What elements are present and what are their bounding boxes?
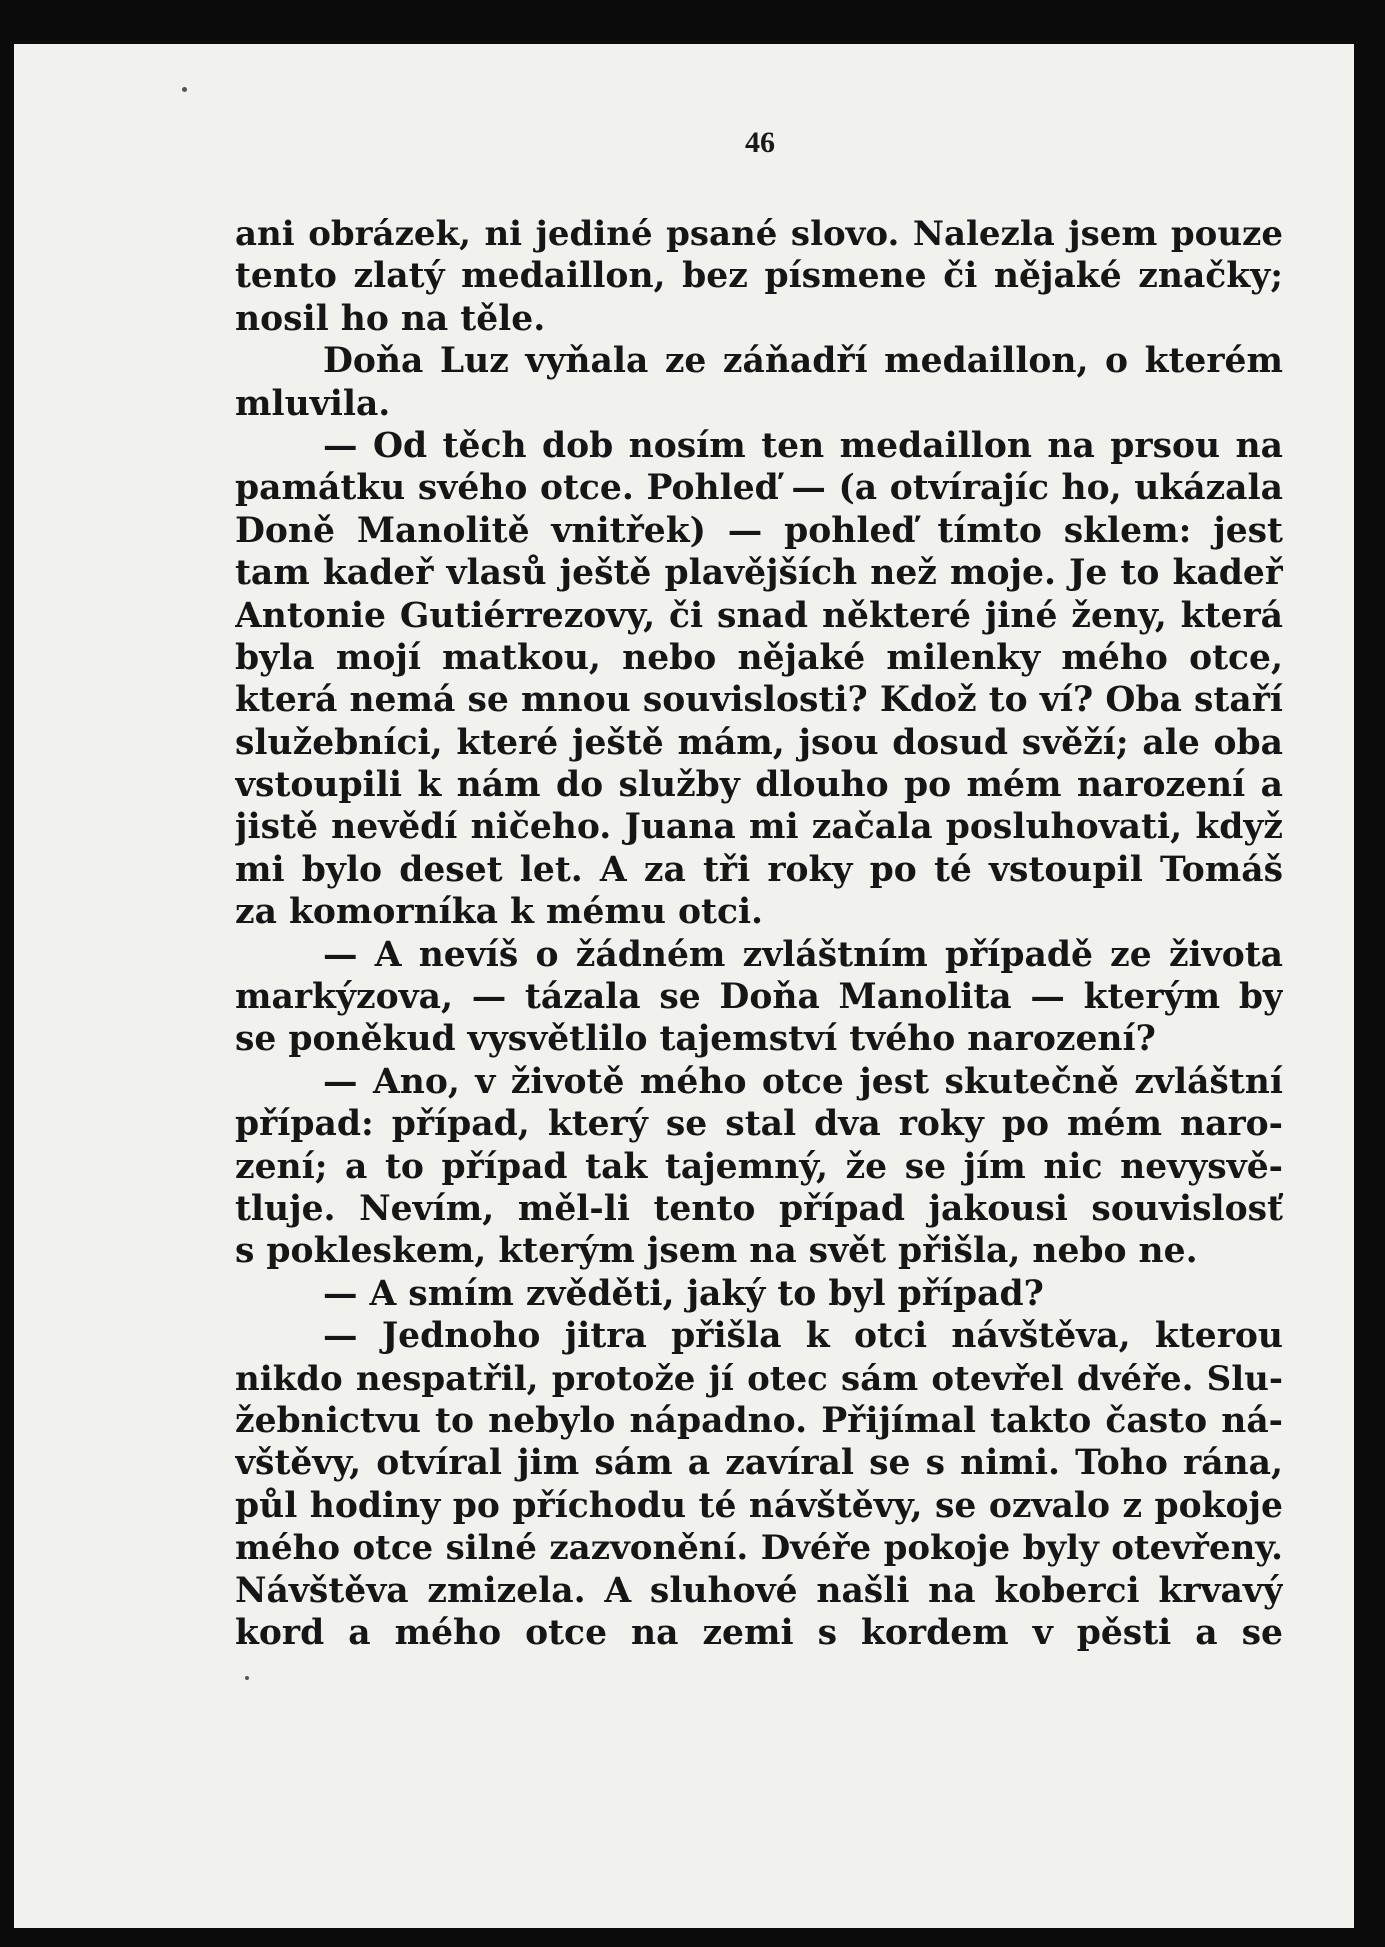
text-line: případ: případ, který se stal dva roky po mém naro- xyxy=(235,1104,1283,1145)
text-line: jistě nevědí ničeho. Juana mi začala posluhovati, když xyxy=(235,807,1283,848)
page-speck xyxy=(245,1676,249,1680)
text-line: tluje. Nevím, měl-li tento případ jakousi souvislosť xyxy=(235,1188,1283,1229)
text-line: Doňa Luz vyňala ze záňadří medaillon, o kterém xyxy=(323,341,1283,382)
text-line: nosil ho na těle. xyxy=(235,298,546,339)
text-line: tam kadeř vlasů ještě plavějších než moje. Je to kadeř xyxy=(235,553,1283,594)
text-line: s pokleskem, kterým jsem na svět přišla, nebo ne. xyxy=(235,1231,1198,1272)
text-line: — A nevíš o žádném zvláštním případě ze života xyxy=(323,934,1283,975)
text-line: mého otce silné zazvonění. Dvéře pokoje byly otevřeny. xyxy=(235,1528,1283,1569)
text-line: Návštěva zmizela. A sluhové našli na koberci krvavý xyxy=(235,1570,1283,1611)
text-line: tento zlatý medaillon, bez písmene či nějaké značky; xyxy=(235,256,1283,297)
text-line: se poněkud vysvětlilo tajemství tvého narození? xyxy=(235,1019,1156,1060)
text-line: ani obrázek, ni jediné psané slovo. Nalezla jsem pouze xyxy=(235,214,1283,254)
text-line: památku svého otce. Pohleď — (a otvírajíc ho, ukázala xyxy=(235,468,1283,509)
text-line: která nemá se mnou souvislosti? Kdož to ví? Oba staří xyxy=(235,680,1283,721)
text-line: za komorníka k mému otci. xyxy=(235,892,764,933)
text-line: byla mojí matkou, nebo nějaké milenky mého otce, xyxy=(235,637,1283,678)
page-speck xyxy=(182,87,187,92)
page-number: 46 xyxy=(745,126,775,159)
text-line: zení; a to případ tak tajemný, že se jím nic nevysvě- xyxy=(235,1146,1283,1187)
text-line: mi bylo deset let. A za tři roky po té vstoupil Tomáš xyxy=(235,849,1283,890)
text-line: mluvila. xyxy=(235,383,391,424)
text-line: — Ano, v životě mého otce jest skutečně zvláštní xyxy=(323,1061,1283,1102)
text-line: — Od těch dob nosím ten medaillon na prsou na xyxy=(323,425,1283,466)
text-line: žebnictvu to nebylo nápadno. Přijímal takto často ná- xyxy=(235,1400,1283,1441)
text-line: nikdo nespatřil, protože jí otec sám otevřel dvéře. Slu- xyxy=(235,1358,1283,1399)
text-line: markýzova, — tázala se Doňa Manolita — kterým by xyxy=(235,977,1283,1018)
body-text xyxy=(235,213,1283,1654)
text-line: — A smím zvěděti, jaký to byl případ? xyxy=(323,1273,1044,1314)
text-line: kord a mého otce na zemi s kordem v pěsti a se xyxy=(235,1612,1283,1653)
text-line: služebníci, které ještě mám, jsou dosud svěží; ale oba xyxy=(235,722,1283,763)
text-line: — Jednoho jitra přišla k otci návštěva, kterou xyxy=(323,1316,1283,1357)
text-line: půl hodiny po příchodu té návštěvy, se ozvalo z pokoje xyxy=(235,1485,1283,1526)
text-line: Antonie Gutiérrezovy, či snad některé jiné ženy, která xyxy=(235,595,1283,636)
text-line: vštěvy, otvíral jim sám a zavíral se s nimi. Toho rána, xyxy=(235,1443,1283,1484)
text-line: vstoupili k nám do služby dlouho po mém narození a xyxy=(235,765,1283,806)
text-line: Doně Manolitě vnitřek) — pohleď tímto sklem: jest xyxy=(235,510,1283,551)
